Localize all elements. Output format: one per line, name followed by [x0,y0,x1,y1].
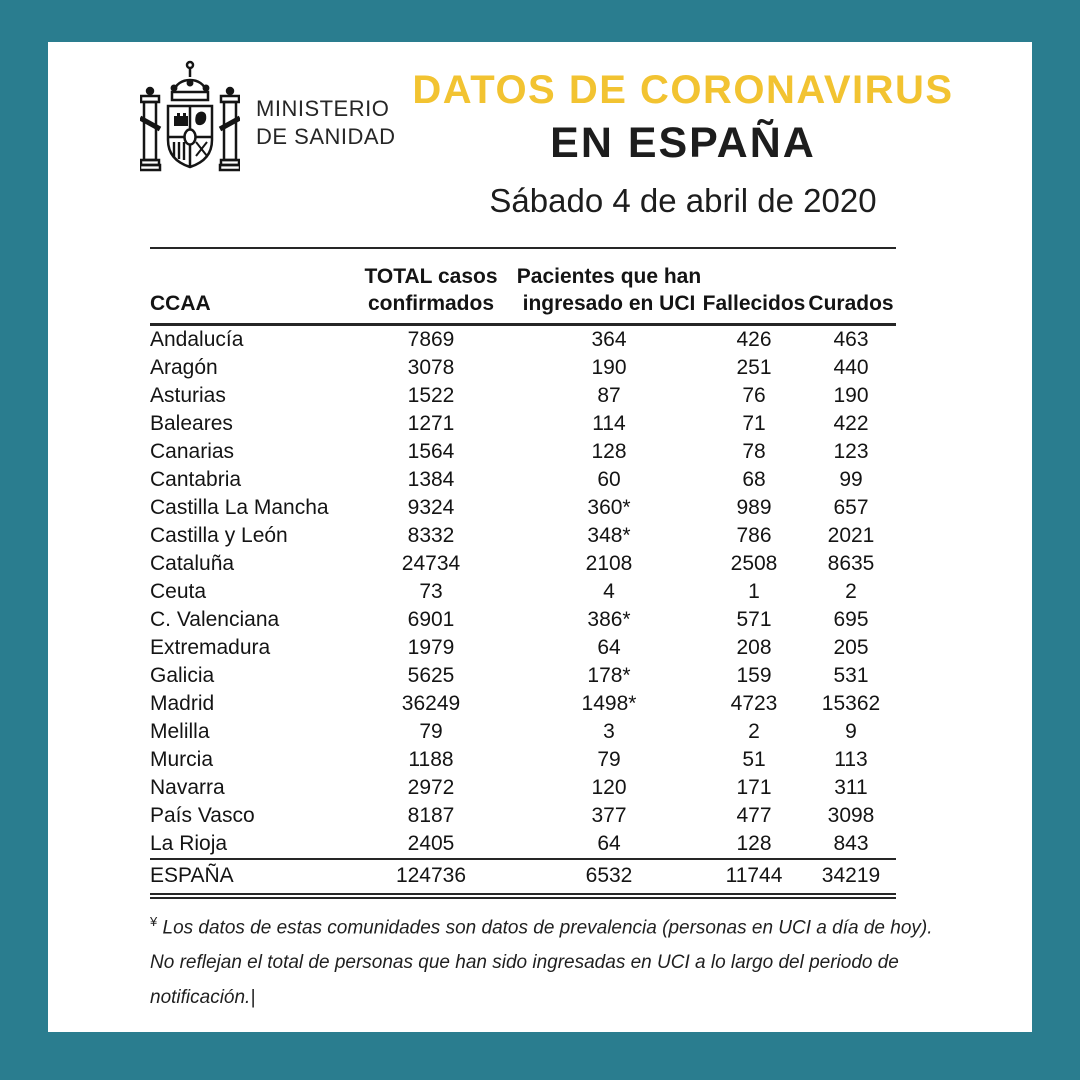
value-cell: 440 [833,355,869,379]
region-name: Cataluña [150,551,235,575]
region-name: Galicia [150,663,215,687]
value-cell: 657 [833,495,869,519]
region-name: País Vasco [150,803,255,827]
footnote-line2: No reflejan el total de personas que han sido ingresadas en UCI a lo largo del periodo de notificación.| [150,952,899,1009]
value-cell: 426 [736,327,772,351]
value-cell: 2972 [407,775,455,799]
table-row [150,830,896,859]
value-cell: 463 [833,327,869,351]
table-row [150,690,896,718]
value-cell: 64 [516,830,702,859]
region-name: Madrid [150,691,215,715]
ministry-logo [140,58,395,188]
value-cell: 190 [591,355,627,379]
value-cell: 128 [702,830,806,859]
page-title: DATOS DE CORONAVIRUS [412,68,954,112]
value-cell: 377 [591,803,627,827]
value-cell: 6901 [407,607,455,631]
value-cell: 571 [736,607,772,631]
region-name: Castilla La Mancha [150,495,329,519]
value-cell: 208 [736,635,772,659]
region-name: Asturias [150,383,226,407]
infographic-card [48,42,1032,1032]
value-cell: 786 [736,523,772,547]
total-value: 11744 [702,859,806,896]
value-cell: 71 [742,411,766,435]
value-cell: 1522 [407,383,455,407]
value-cell: 2405 [346,830,516,859]
table-header-row [150,248,896,324]
value-cell: 2108 [585,551,633,575]
table-foot [150,859,896,896]
ministry-name-line2: DE SANIDAD [256,124,396,149]
value-cell: 531 [833,663,869,687]
column-header: Pacientes que han ingresado en UCI [516,248,702,324]
value-cell: 60 [597,467,621,491]
value-cell: 128 [591,439,627,463]
region-name: Melilla [150,719,210,743]
value-cell: 2 [748,719,760,743]
value-cell: 190 [833,383,869,407]
value-cell: 159 [736,663,772,687]
footnote [150,904,950,1015]
table-row [150,662,896,690]
value-cell: 5625 [407,663,455,687]
value-cell: 364 [591,327,627,351]
value-cell: 1188 [408,747,454,771]
value-cell: 64 [597,635,621,659]
title-block [368,68,998,220]
value-cell: 348* [587,523,631,547]
value-cell: 1 [748,579,760,603]
table-row [150,466,896,494]
value-cell: 7869 [407,327,455,351]
column-header: TOTAL casos confirmados [346,248,516,324]
region-name: Extremadura [150,635,271,659]
value-cell: 8635 [827,551,875,575]
data-table [150,247,896,899]
value-cell: 78 [742,439,766,463]
value-cell: 205 [833,635,869,659]
column-header: CCAA [150,248,346,324]
value-cell: 386* [587,607,631,631]
region-name: Ceuta [150,579,207,603]
table-row [150,354,896,382]
value-cell: 36249 [401,691,461,715]
footnote-marker: ¥ [150,914,158,929]
value-cell: 178* [587,663,631,687]
table-row [150,410,896,438]
table-row [150,550,896,578]
value-cell: 79 [597,747,621,771]
ministry-name-line1: MINISTERIO [256,95,390,121]
region-name: La Rioja [150,830,346,859]
table-row [150,746,896,774]
table-row [150,522,896,550]
region-name: Andalucía [150,327,244,351]
value-cell: 2 [845,579,857,603]
value-cell: 1498* [581,691,637,715]
table-row [150,382,896,410]
value-cell: 8332 [407,523,455,547]
value-cell: 311 [834,775,868,799]
region-name: Murcia [150,747,214,771]
value-cell: 989 [736,495,772,519]
value-cell: 3078 [407,355,455,379]
total-value: 124736 [346,859,516,896]
column-header: Curados [806,248,896,324]
value-cell: 9324 [407,495,455,519]
table-total-row [150,859,896,896]
table-row [150,438,896,466]
region-name: Canarias [150,439,235,463]
value-cell: 68 [742,467,766,491]
total-label: ESPAÑA [150,859,346,896]
value-cell: 123 [833,439,869,463]
value-cell: 76 [742,383,766,407]
table-row [150,634,896,662]
value-cell: 113 [834,747,868,771]
table-body [150,324,896,859]
table-row [150,802,896,830]
total-value: 34219 [806,859,896,896]
value-cell: 2508 [730,551,778,575]
table-head [150,248,896,324]
table-row [150,494,896,522]
value-cell: 4 [603,579,615,603]
value-cell: 422 [833,411,869,435]
region-name: Castilla y León [150,523,288,547]
value-cell: 1979 [407,635,455,659]
total-value: 6532 [516,859,702,896]
value-cell: 114 [592,411,626,435]
region-name: C. Valenciana [150,607,280,631]
value-cell: 2021 [827,523,875,547]
footnote-line1: ¥ Los datos de estas comunidades son datos de prevalencia (personas en UCI a día de hoy). [150,914,933,939]
value-cell: 8187 [407,803,455,827]
region-name: Aragón [150,355,218,379]
value-cell: 1271 [407,411,455,435]
value-cell: 15362 [821,691,881,715]
table-row [150,774,896,802]
value-cell: 24734 [401,551,461,575]
report-date: Sábado 4 de abril de 2020 [489,182,877,219]
table-row [150,578,896,606]
value-cell: 120 [591,775,627,799]
value-cell: 1384 [407,467,455,491]
value-cell: 171 [736,775,772,799]
value-cell: 3 [603,719,615,743]
table-row [150,606,896,634]
table-row [150,718,896,746]
spain-coat-of-arms-icon [140,58,240,188]
value-cell: 87 [597,383,621,407]
page-subtitle: EN ESPAÑA [550,119,816,167]
value-cell: 73 [419,579,443,603]
region-name: Cantabria [150,467,242,491]
value-cell: 1564 [407,439,455,463]
column-header: Fallecidos [702,248,806,324]
value-cell: 477 [736,803,772,827]
value-cell: 9 [845,719,857,743]
value-cell: 99 [839,467,863,491]
value-cell: 51 [742,747,766,771]
value-cell: 843 [806,830,896,859]
value-cell: 360* [587,495,631,519]
value-cell: 251 [736,355,772,379]
region-name: Navarra [150,775,225,799]
table-row [150,324,896,354]
value-cell: 3098 [827,803,875,827]
value-cell: 695 [833,607,869,631]
value-cell: 4723 [730,691,778,715]
value-cell: 79 [419,719,443,743]
region-name: Baleares [150,411,233,435]
